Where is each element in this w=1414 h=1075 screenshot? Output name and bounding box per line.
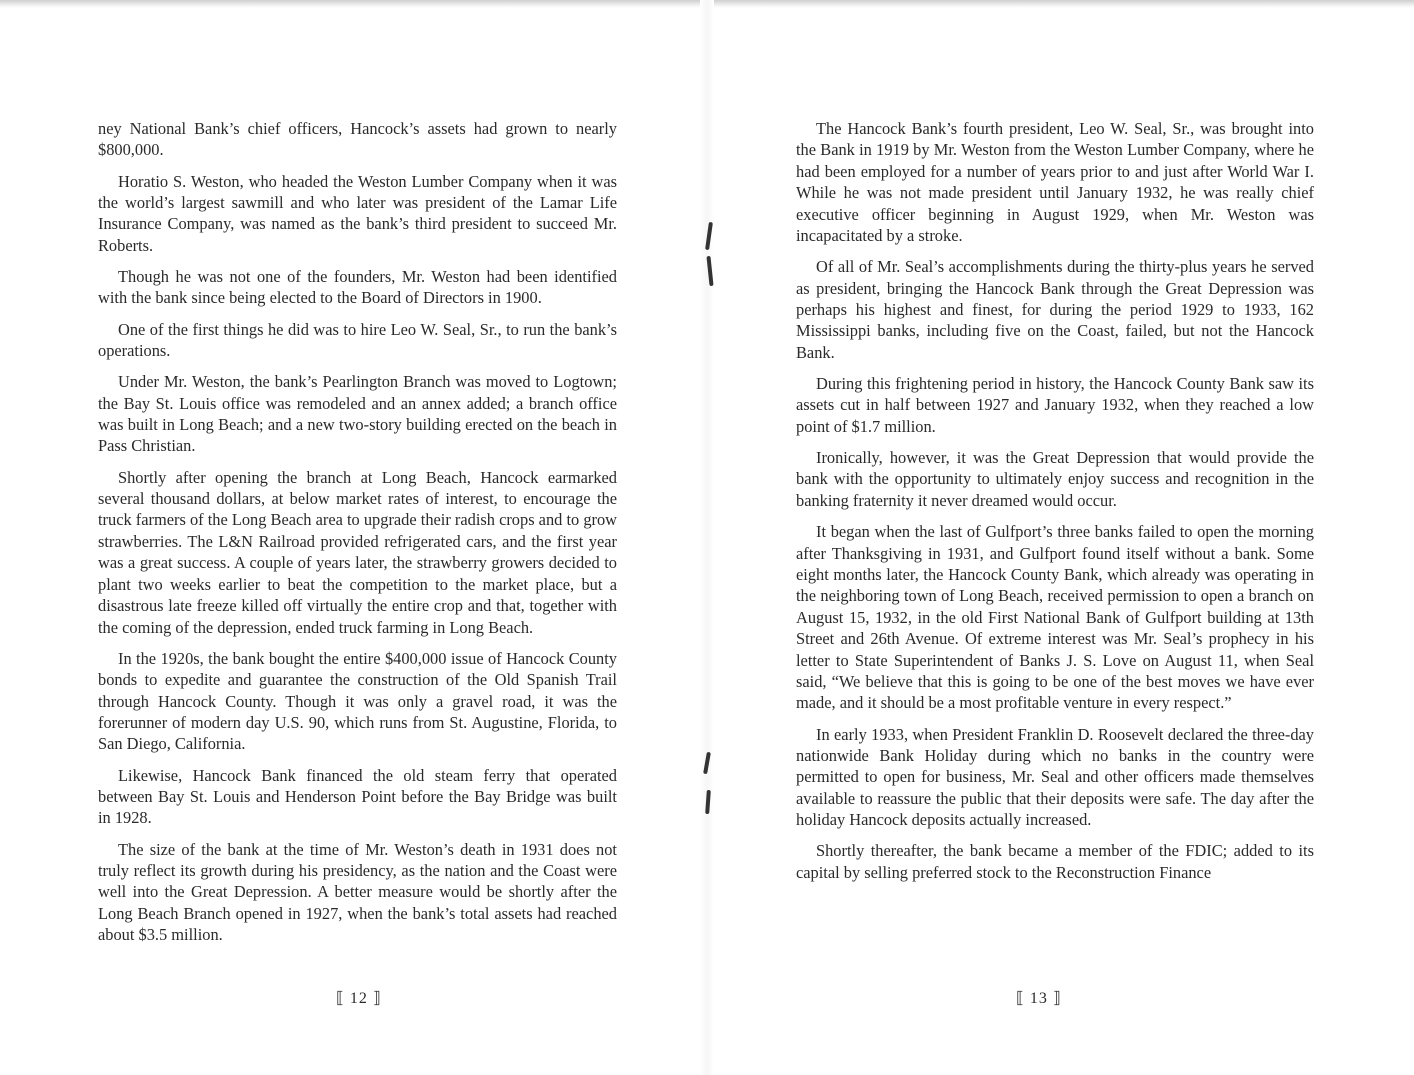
left-paragraph-2: Horatio S. Weston, who headed the Weston Lumber Company when it was the world’s largest sawmill and who later was president of the Lamar Life Insurance Company, was named as the bank’s third president to succeed Mr. Roberts. (98, 171, 617, 255)
right-paragraph-6: In early 1933, when President Franklin D. Roosevelt declared the three-day nationwide Bank Holiday during which no banks in the country were permitted to open for business, Mr. Seal and other officers made themselves available to reassure the public that their deposits were safe. The day after the holiday Hancock deposits actually increased. (796, 724, 1314, 830)
left-paragraph-3: Though he was not one of the founders, Mr. Weston had been identified with the bank since being elected to the Board of Directors in 1900. (98, 267, 617, 308)
right-page-number: ⟦ 13 ⟧ (1016, 990, 1062, 1007)
right-paragraph-3: During this frightening period in history, the Hancock County Bank saw its assets cut in half between 1927 and January 1932, when they reached a low point of $1.7 million. (796, 374, 1314, 436)
right-paragraph-4: Ironically, however, it was the Great Depression that would provide the bank with the opportunity to ultimately enjoy success and recognition in the banking fraternity it never dreamed would occur. (796, 448, 1314, 510)
left-paragraph-9: The size of the bank at the time of Mr. Weston’s death in 1931 does not truly reflect its growth during his presidency, as the nation and the Coast were well into the Great Depression. A better measure would be shortly after the Long Beach Branch opened in 1927, when the bank’s total assets had reached about $3.5 million. (98, 839, 617, 945)
right-page-text (796, 118, 1314, 893)
right-paragraph-5: It began when the last of Gulfport’s three banks failed to open the morning after Thanksgiving in 1931, and Gulfport found itself without a bank. Some eight months later, the Hancock County Bank, which already was operating in the neighboring town of Long Beach, received permission to open a branch on August 15, 1932, in the old First National Bank of Gulfport building at 13th Street and 26th Avenue. Of extreme interest was Mr. Seal’s prophecy in his letter to State Superintendent of Banks J. S. Love on August 11, when Seal said, “We believe that this is going to be one of the best moves we have ever made, and it should be a most profitable venture in every respect.” (796, 522, 1314, 713)
left-paragraph-8: Likewise, Hancock Bank financed the old steam ferry that operated between Bay St. Louis and Henderson Point before the Bay Bridge was built in 1928. (98, 765, 617, 828)
book-gutter (700, 0, 714, 1075)
left-paragraph-6: Shortly after opening the branch at Long Beach, Hancock earmarked several thousand dollars, at below market rates of interest, to encourage the truck farmers of the Long Beach area to upgrade their radish crops and to grow strawberries. The L&N Railroad provided refrigerated cars, and the first year was a great success. A couple of years later, the strawberry growers decided to plant two weeks earlier to beat the competition to the market place, but a disastrous late freeze killed off virtually the entire crop and that, together with the coming of the depression, ended truck farming in Long Beach. (98, 467, 617, 637)
left-paragraph-5: Under Mr. Weston, the bank’s Pearlington Branch was moved to Logtown; the Bay St. Louis office was remodeled and an annex added; a branch office was built in Long Beach; and a new two-story building erected on the beach in Pass Christian. (98, 372, 617, 456)
right-paragraph-2: Of all of Mr. Seal’s accomplishments during the thirty-plus years he served as president, bringing the Hancock Bank through the Great Depression was perhaps his highest and finest, for during the period 1929 to 1933, 162 Mississippi banks, including five on the Coast, failed, but not the Hancock Bank. (796, 257, 1314, 362)
left-paragraph-4: One of the first things he did was to hire Leo W. Seal, Sr., to run the bank’s operations. (98, 319, 617, 361)
right-paragraph-1: The Hancock Bank’s fourth president, Leo W. Seal, Sr., was brought into the Bank in 1919 by Mr. Weston from the Weston Lumber Company, where he had been employed for a number of years prior to and just after World War I. While he was not made president until January 1932, he was really chief executive officer beginning in August 1929, when Mr. Weston was incapacitated by a stroke. (796, 119, 1314, 246)
left-paragraph-1: ney National Bank’s chief officers, Hancock’s assets had grown to nearly $800,000. (98, 119, 617, 160)
left-paragraph-7: In the 1920s, the bank bought the entire $400,000 issue of Hancock County bonds to expedite and guarantee the construction of the Old Spanish Trail through Hancock County. Though it was only a gravel road, it was the forerunner of modern day U.S. 90, which runs from St. Augustine, Florida, to San Diego, California. (98, 648, 617, 754)
left-page-text (98, 118, 617, 955)
right-paragraph-7: Shortly thereafter, the bank became a member of the FDIC; added to its capital by selling preferred stock to the Reconstruction Finance (796, 841, 1314, 882)
left-page-number: ⟦ 12 ⟧ (336, 990, 382, 1007)
